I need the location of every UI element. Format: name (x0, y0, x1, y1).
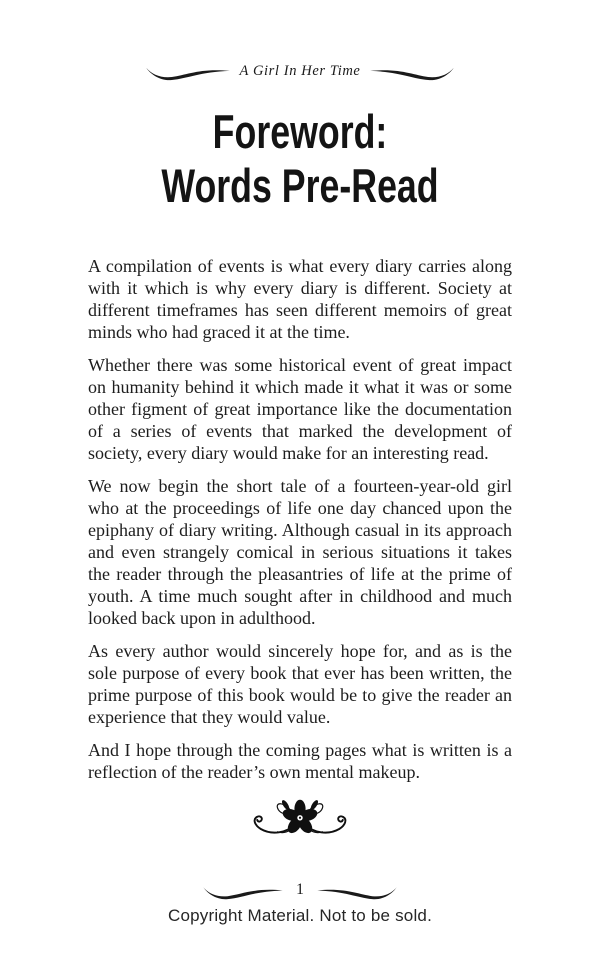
swash-left-icon (145, 62, 231, 81)
swash-right-icon (369, 62, 455, 81)
chapter-title-line-1: Foreword: (212, 105, 388, 158)
chapter-title (0, 105, 600, 213)
running-header (0, 0, 600, 81)
footer-swash-right-icon (316, 882, 398, 900)
paragraph-4: As every author would sincerely hope for, and as is the sole purpose of every book that ever has been written, the prime purpose of this book would be to give the reader an experience that they would value. (88, 641, 512, 727)
floral-ornament-icon (0, 797, 600, 841)
page-number: 1 (296, 881, 304, 898)
paragraph-1: A compilation of events is what every diary carries along with it which is why every diary is different. Society at different timeframes has seen different memoirs of great minds who had graced it at the time. (88, 256, 512, 342)
running-header-title: A Girl In Her Time (239, 63, 361, 79)
paragraph-2: Whether there was some historical event of great impact on humanity behind it which made it what it was or some other figment of great importance like the documentation of a series of events that marked the development of society, every diary would make for an interesting read. (88, 355, 512, 463)
page-footer (0, 882, 600, 926)
page-number-row (0, 882, 600, 900)
chapter-title-line-2: Words Pre-Read (161, 159, 439, 212)
footer-swash-left-icon (202, 882, 284, 900)
body-text (88, 255, 512, 783)
paragraph-3: We now begin the short tale of a fourteen-year-old girl who at the proceedings of life one day chanced upon the epiphany of diary writing. Although casual in its approach and even strangely comical in serious situations it takes the reader through the pleasantries of life at the prime of youth. A time much sought after in childhood and much looked back upon in adulthood. (88, 476, 512, 628)
copyright-notice: Copyright Material. Not to be sold. (167, 906, 432, 925)
paragraph-5: And I hope through the coming pages what is written is a reflection of the reader’s own mental makeup. (88, 740, 512, 782)
